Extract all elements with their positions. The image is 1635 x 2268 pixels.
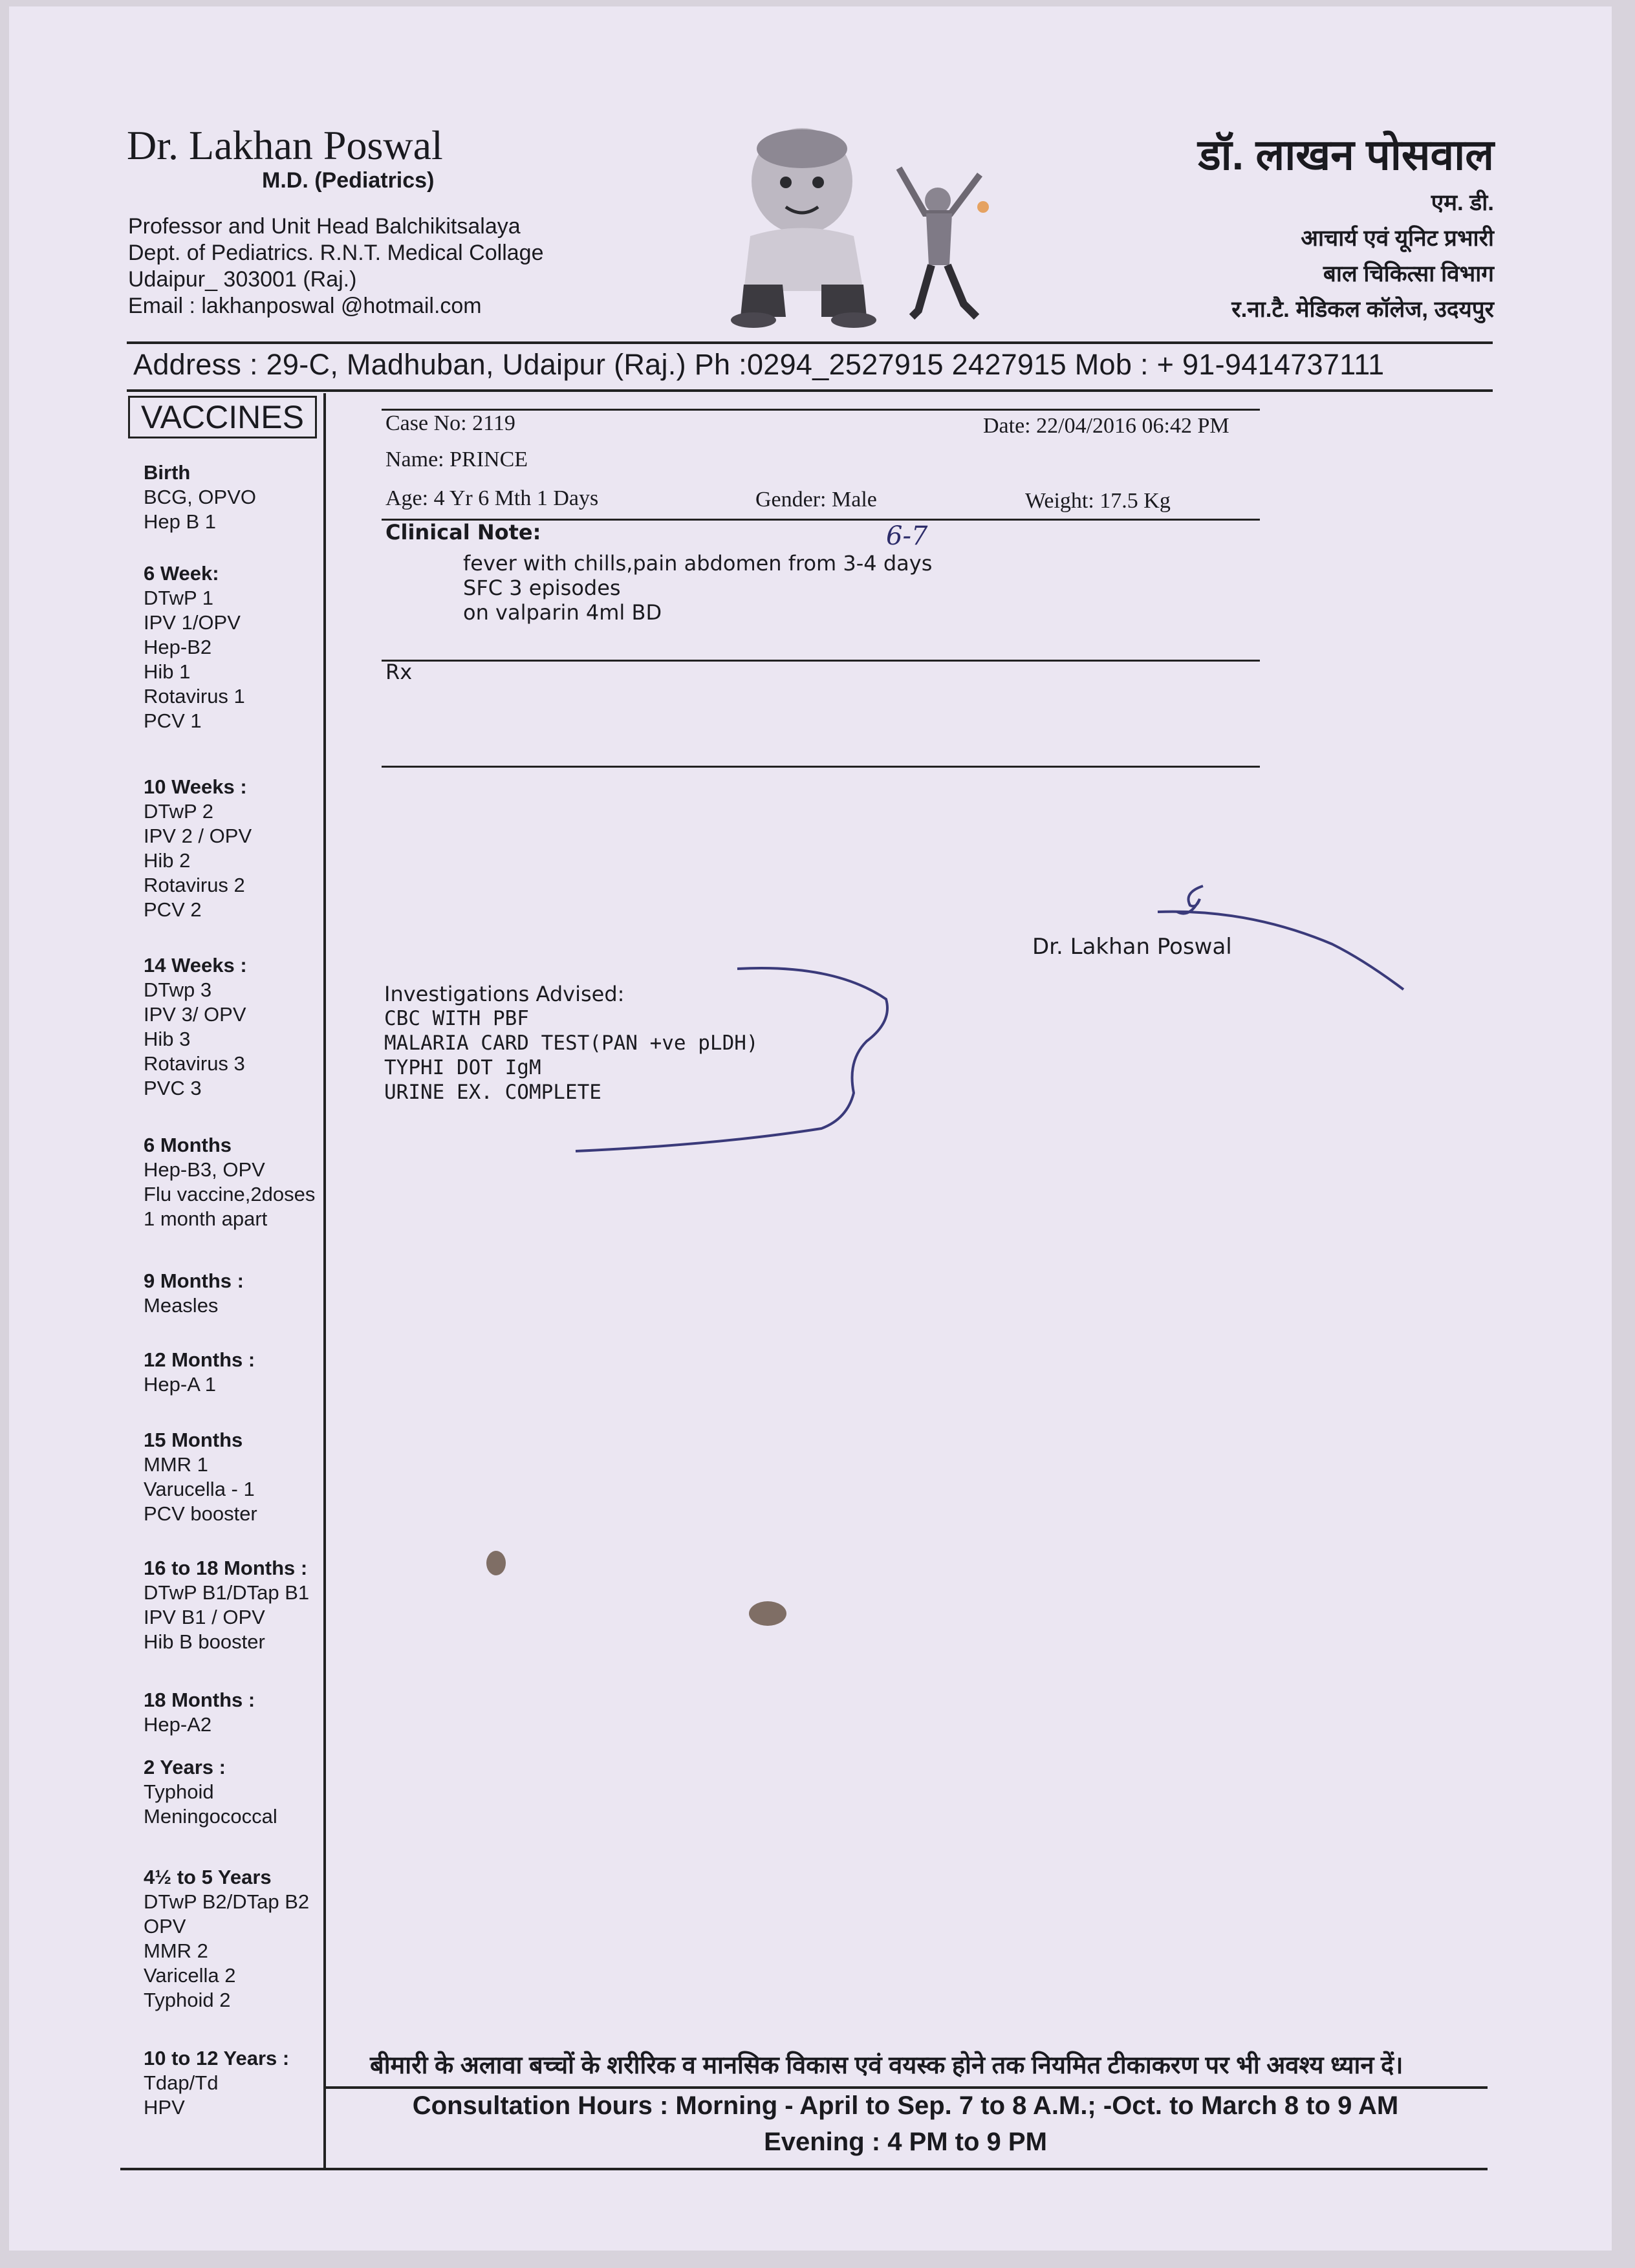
vaccine-item: Rotavirus 2: [144, 874, 245, 896]
investigation-item: CBC WITH PBF: [384, 1007, 529, 1030]
hindi-line: एम. डी.: [1431, 190, 1494, 215]
vaccine-item: MMR 2: [144, 1939, 208, 1962]
vaccine-column-divider: [323, 393, 326, 2170]
vaccine-item: Hep-B2: [144, 636, 212, 658]
vaccine-item: PCV booster: [144, 1502, 257, 1525]
vaccine-group-heading: 10 to 12 Years :: [144, 2047, 290, 2069]
vaccine-group-heading: Birth: [144, 461, 191, 484]
clinical-note-label: Clinical Note:: [385, 520, 541, 545]
vaccine-group-heading: 16 to 18 Months :: [144, 1557, 308, 1579]
vaccine-group-heading: 14 Weeks :: [144, 954, 247, 977]
vaccine-item: Varicella 2: [144, 1964, 236, 1987]
vaccine-group: [144, 1133, 315, 1231]
hindi-line: र.ना.टै. मेडिकल कॉलेज, उदयपुर: [1231, 297, 1494, 322]
vaccine-item: DTwP B1/DTap B1: [144, 1581, 310, 1604]
doctor-name: Dr. Lakhan Poswal: [127, 122, 443, 168]
vaccine-item: Typhoid: [144, 1780, 214, 1803]
vaccine-group-heading: 10 Weeks :: [144, 775, 247, 798]
vaccines-title: VACCINES: [128, 396, 317, 438]
vaccine-item: Rotavirus 1: [144, 685, 245, 707]
vaccine-group-heading: 6 Months: [144, 1134, 232, 1156]
vaccine-item: OPV: [144, 1915, 186, 1938]
patient-name: Name: PRINCE: [385, 448, 528, 471]
signature-name: Dr. Lakhan Poswal: [1032, 934, 1232, 960]
vaccine-item: Varucella - 1: [144, 1478, 255, 1500]
vaccine-item: DTwP 2: [144, 800, 213, 823]
vaccine-item: HPV: [144, 2096, 185, 2119]
vaccine-group: [144, 1348, 255, 1397]
patient-weight: Weight: 17.5 Kg: [1025, 489, 1171, 513]
vaccine-group: [144, 1428, 257, 1526]
consultation-hours: Consultation Hours : Morning - April to Sep. 7 to 8 A.M.; -Oct. to March 8 to 9 AM: [412, 2091, 1399, 2120]
patient-age: Age: 4 Yr 6 Mth 1 Days: [385, 486, 599, 510]
vaccine-item: Hep-A2: [144, 1713, 212, 1736]
vaccine-item: Tdap/Td: [144, 2071, 219, 2094]
stain-mark: [749, 1601, 786, 1626]
detail-line: Dept. of Pediatrics. R.N.T. Medical Collage: [128, 241, 544, 265]
visit-date: Date: 22/04/2016 06:42 PM: [983, 414, 1229, 438]
vaccine-group: [144, 1755, 277, 1829]
vaccine-group: [144, 1688, 255, 1737]
clinical-note-lines: [463, 551, 932, 625]
vaccine-item: MMR 1: [144, 1453, 208, 1476]
vaccine-item: 1 month apart: [144, 1207, 268, 1230]
patient-block-top-rule: [382, 409, 1260, 411]
detail-line: Udaipur_ 303001 (Raj.): [128, 267, 357, 292]
vaccine-item: Meningococcal: [144, 1805, 277, 1828]
vaccine-group-heading: 2 Years :: [144, 1756, 226, 1778]
handwritten-bracket: [563, 957, 899, 1171]
clinical-line: SFC 3 episodes: [463, 576, 621, 600]
vaccine-item: Measles: [144, 1294, 219, 1317]
vaccine-item: PVC 3: [144, 1077, 202, 1099]
vaccine-item: IPV B1 / OPV: [144, 1606, 265, 1628]
footer-top-rule: [323, 2086, 1488, 2089]
handwritten-correction: 6-7: [886, 521, 928, 551]
hindi-footer-note: बीमारी के अलावा बच्चों के शरीरिक व मानसिक विकास एवं वयस्क होने तक नियमित टीकाकरण पर भी अवश्य ध्यान दें।: [370, 2052, 1403, 2079]
rx-top-rule: [382, 660, 1260, 662]
evening-hours: Evening : 4 PM to 9 PM: [764, 2128, 1047, 2156]
address-line: Address : 29-C, Madhuban, Udaipur (Raj.) Ph :0294_2527915 2427915 Mob : + 91-9414737111: [133, 348, 1385, 381]
vaccine-group: [144, 1269, 244, 1318]
vaccine-item: Hib B booster: [144, 1630, 265, 1653]
patient-gender: Gender: Male: [755, 488, 877, 512]
vaccine-item: IPV 2 / OPV: [144, 825, 252, 847]
vaccine-item: DTwP 1: [144, 587, 213, 609]
hindi-line: आचार्य एवं यूनिट प्रभारी: [1301, 226, 1494, 251]
vaccine-item: Hib 2: [144, 849, 191, 872]
vaccine-group: [144, 1556, 309, 1654]
investigations-label: Investigations Advised:: [384, 982, 625, 1006]
vaccine-item: Rotavirus 3: [144, 1052, 245, 1075]
vaccine-item: Hib 1: [144, 660, 191, 683]
vaccine-item: Hib 3: [144, 1028, 191, 1050]
investigation-item: MALARIA CARD TEST(PAN +ve pLDH): [384, 1031, 759, 1055]
vaccine-group: [144, 460, 256, 534]
vaccine-item: PCV 1: [144, 709, 202, 732]
investigation-item: TYPHI DOT IgM: [384, 1056, 541, 1079]
vaccine-item: IPV 1/OPV: [144, 611, 241, 634]
vaccine-group-heading: 4½ to 5 Years: [144, 1866, 272, 1888]
clinical-line: fever with chills,pain abdomen from 3-4 days: [463, 551, 933, 576]
vaccine-group-heading: 15 Months: [144, 1429, 243, 1451]
case-number: Case No: 2119: [385, 411, 515, 435]
hindi-doctor-name: डॉ. लाखन पोसवाल: [1198, 131, 1494, 178]
vaccine-item: Hep B 1: [144, 510, 217, 533]
vaccine-group: [144, 2046, 289, 2120]
vaccine-group: [144, 953, 247, 1101]
vaccine-item: PCV 2: [144, 898, 202, 921]
rx-label: Rx: [385, 660, 413, 684]
vaccine-item: IPV 3/ OPV: [144, 1003, 246, 1026]
vaccine-group: [144, 1865, 309, 2013]
vaccine-group-heading: 9 Months :: [144, 1269, 244, 1292]
investigation-item: URINE EX. COMPLETE: [384, 1081, 601, 1104]
vaccine-group: [144, 561, 245, 733]
header-rule-top: [127, 341, 1493, 344]
vaccine-group-heading: 6 Week:: [144, 562, 219, 585]
doctor-details: [128, 213, 543, 319]
vaccine-item: DTwP B2/DTap B2: [144, 1890, 310, 1913]
hindi-line: बाल चिकित्सा विभाग: [1323, 261, 1494, 286]
clinical-line: on valparin 4ml BD: [463, 600, 662, 625]
header-rule-bottom: [127, 389, 1493, 392]
vaccine-item: Typhoid 2: [144, 1989, 231, 2011]
children-illustration: [724, 123, 1009, 336]
vaccine-group-heading: 12 Months :: [144, 1348, 255, 1371]
vaccine-group-heading: 18 Months :: [144, 1689, 255, 1711]
vaccine-group: [144, 775, 252, 922]
footer-bottom-rule: [120, 2168, 1488, 2170]
vaccine-item: Hep-A 1: [144, 1373, 217, 1396]
vaccine-item: Hep-B3, OPV: [144, 1158, 265, 1181]
vaccine-item: BCG, OPVO: [144, 486, 256, 508]
detail-line: Professor and Unit Head Balchikitsalaya: [128, 214, 521, 239]
vaccine-item: Flu vaccine,2doses: [144, 1183, 316, 1205]
detail-line: Email : lakhanposwal @hotmail.com: [128, 294, 482, 318]
vaccine-item: DTwp 3: [144, 978, 212, 1001]
rx-bottom-rule: [382, 766, 1260, 768]
doctor-degree: M.D. (Pediatrics): [262, 168, 435, 193]
stain-mark: [486, 1551, 506, 1575]
hindi-details: [1231, 185, 1494, 327]
